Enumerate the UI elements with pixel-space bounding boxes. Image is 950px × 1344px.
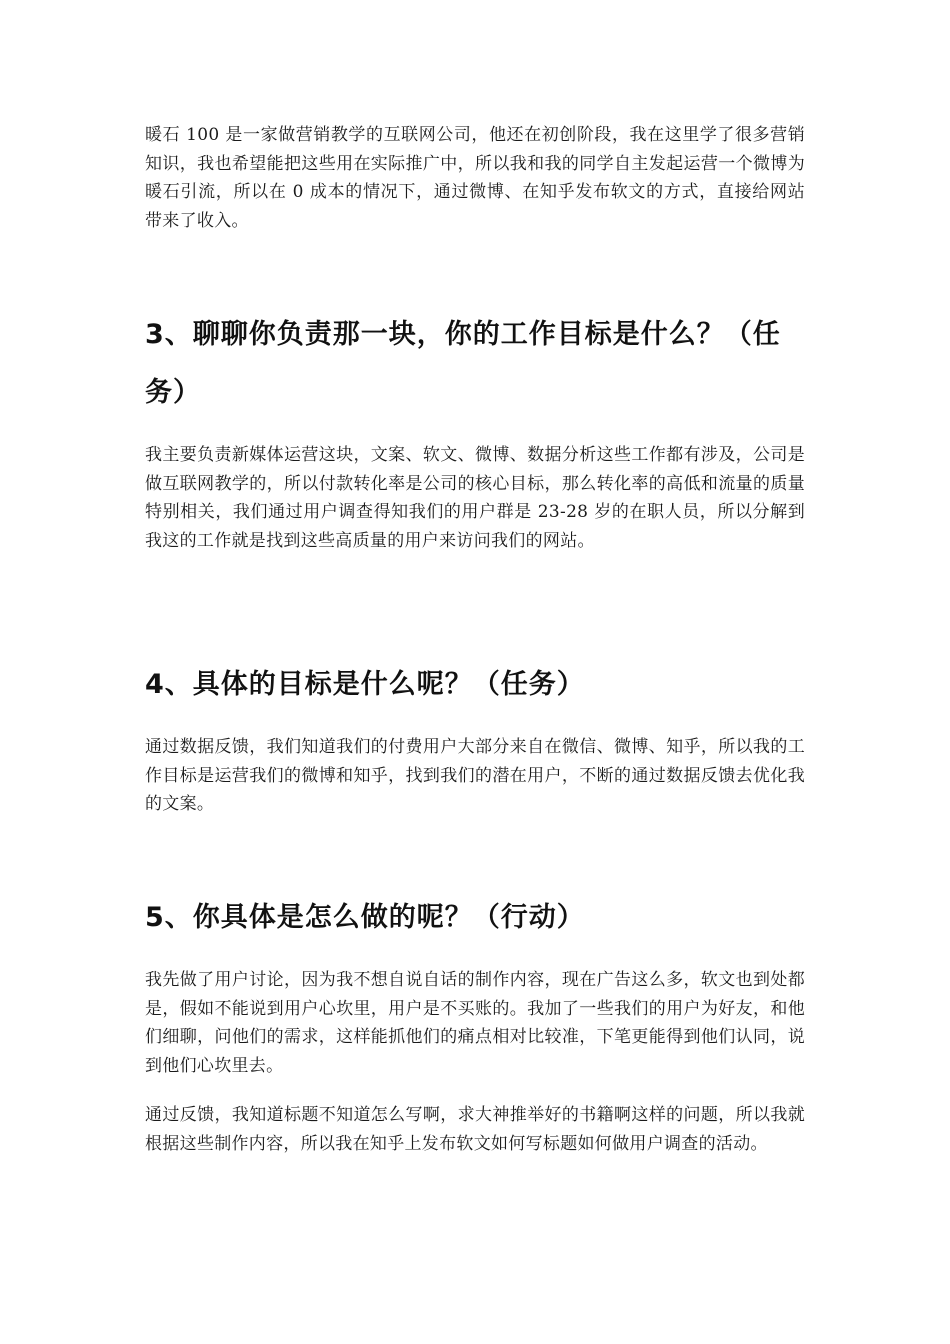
question-4-answer: 通过数据反馈，我们知道我们的付费用户大部分来自在微信、微博、知乎，所以我的工作目标是运营我们的微博和知乎，找到我们的潜在用户，不断的通过数据反馈去优化我的文案。 — [145, 737, 805, 815]
question-3-heading: 3、聊聊你负责那一块，你的工作目标是什么？（任务） — [145, 319, 781, 408]
question-3-answer: 我主要负责新媒体运营这块，文案、软文、微博、数据分析这些工作都有涉及，公司是做互联网教学的，所以付款转化率是公司的核心目标，那么转化率的高低和流量的质量特别相关，我们通过用户调查得知我们的用户群是 23-28 岁的在职人员，所以分解到我这的工作就是找到这些高质量的用户来访问我们的网站。 — [145, 445, 805, 552]
question-5-answer-part-1: 我先做了用户讨论，因为我不想自说自话的制作内容，现在广告这么多，软文也到处都是，假如不能说到用户心坎里，用户是不买账的。我加了一些我们的用户为好友，和他们细聊，问他们的需求，这样能抓他们的痛点相对比较准，下笔更能得到他们认同，说到他们心坎里去。 — [145, 970, 805, 1077]
intro-paragraph: 暖石 100 是一家做营销教学的互联网公司，他还在初创阶段，我在这里学了很多营销知识，我也希望能把这些用在实际推广中，所以我和我的同学自主发起运营一个微博为暖石引流，所以在 0 成本的情况下，通过微博、在知乎发布软文的方式，直接给网站带来了收入。 — [145, 125, 805, 232]
question-5-answer-part-2: 通过反馈，我知道标题不知道怎么写啊，求大神推举好的书籍啊这样的问题，所以我就根据这些制作内容，所以我在知乎上发布软文如何写标题如何做用户调查的活动。 — [145, 1105, 805, 1154]
question-4-heading: 4、具体的目标是什么呢？（任务） — [145, 669, 585, 700]
question-5-heading: 5、你具体是怎么做的呢？（行动） — [145, 902, 585, 933]
